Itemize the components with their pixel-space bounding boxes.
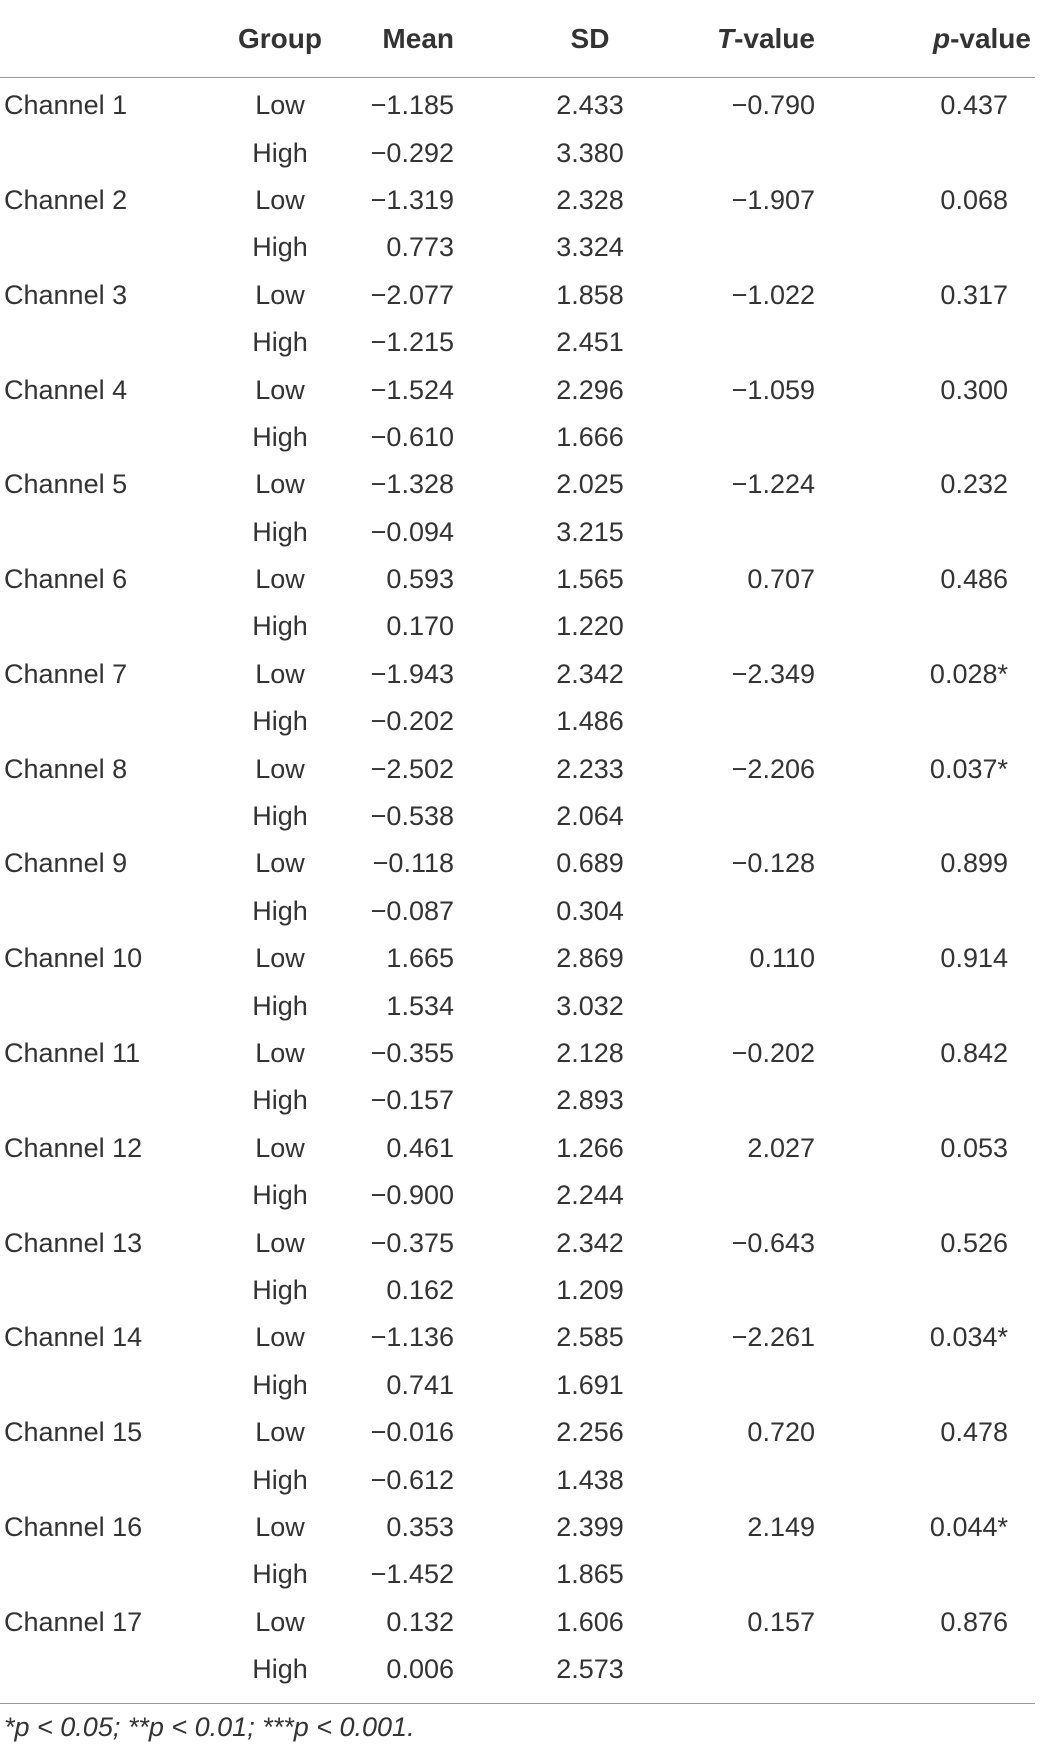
- sd-cell: 3.380: [556, 137, 624, 168]
- channel-label-empty: [0, 888, 200, 935]
- group-cell: Low: [255, 564, 305, 595]
- p-value-cell: [865, 1551, 1035, 1598]
- table-row: [0, 272, 1035, 319]
- channel-label: Channel 11: [4, 1038, 141, 1068]
- table-row: [0, 1267, 1035, 1314]
- group-cell: High: [252, 1085, 308, 1116]
- channel-label-empty: [0, 319, 200, 366]
- p-value-cell: [865, 319, 1035, 366]
- channel-label-empty: [0, 414, 200, 461]
- channel-label: Channel 12: [4, 1132, 143, 1163]
- header-p-rest: -value: [950, 22, 1031, 54]
- p-value-cell: [865, 224, 1035, 271]
- table-row: [0, 1125, 1035, 1172]
- mean-cell: −2.077: [370, 279, 454, 310]
- mean-cell: −1.524: [370, 374, 454, 405]
- channel-label-empty: [0, 603, 200, 650]
- sd-cell: 1.666: [556, 421, 624, 452]
- group-cell: High: [252, 327, 308, 358]
- group-cell: Low: [255, 1606, 305, 1637]
- group-cell: High: [252, 1369, 308, 1400]
- group-cell: Low: [255, 1417, 305, 1448]
- channel-label: Channel 16: [4, 1511, 143, 1542]
- p-value-cell: [865, 1172, 1035, 1219]
- group-cell: High: [252, 990, 308, 1021]
- group-cell: High: [252, 1654, 308, 1685]
- t-value-cell: −1.022: [731, 279, 815, 310]
- t-value-cell: [680, 888, 865, 935]
- table-row: [0, 1314, 1035, 1361]
- t-value-cell: −2.349: [731, 658, 815, 689]
- group-cell: High: [252, 801, 308, 832]
- mean-cell: 0.162: [386, 1274, 454, 1305]
- t-value-cell: [680, 982, 865, 1029]
- t-value-cell: −0.128: [731, 848, 815, 879]
- group-cell: Low: [255, 469, 305, 500]
- channel-label-empty: [0, 982, 200, 1029]
- mean-cell: −0.016: [370, 1417, 454, 1448]
- table-row: [0, 509, 1035, 556]
- table-row: [0, 1551, 1035, 1598]
- t-value-cell: 0.157: [747, 1606, 815, 1637]
- t-value-cell: [680, 603, 865, 650]
- table-row: [0, 78, 1035, 130]
- p-value-cell: 0.437: [940, 90, 1008, 121]
- mean-cell: −1.452: [370, 1559, 454, 1590]
- table-row: [0, 745, 1035, 792]
- t-value-cell: 0.110: [749, 943, 815, 974]
- sd-cell: 2.451: [556, 327, 624, 358]
- mean-cell: 0.132: [386, 1606, 454, 1637]
- group-cell: Low: [255, 658, 305, 689]
- p-value-cell: [865, 1267, 1035, 1314]
- mean-cell: −1.319: [370, 184, 454, 215]
- t-value-cell: −2.206: [731, 753, 815, 784]
- group-cell: Low: [255, 1227, 305, 1258]
- header-t-value: [680, 0, 865, 78]
- mean-cell: −0.612: [370, 1464, 454, 1495]
- p-value-cell: [865, 1077, 1035, 1124]
- p-value-cell: 0.899: [940, 848, 1008, 879]
- p-value-cell: [865, 129, 1035, 176]
- t-value-cell: 2.149: [747, 1511, 815, 1542]
- mean-cell: −0.292: [370, 137, 454, 168]
- mean-cell: −2.502: [370, 753, 454, 784]
- sd-cell: 2.585: [556, 1322, 624, 1353]
- channel-label-empty: [0, 129, 200, 176]
- group-cell: High: [252, 1274, 308, 1305]
- sd-cell: 1.565: [556, 564, 624, 595]
- mean-cell: −0.900: [370, 1180, 454, 1211]
- sd-cell: 2.893: [556, 1085, 624, 1116]
- mean-cell: −1.215: [370, 327, 454, 358]
- channel-label: Channel 2: [4, 184, 128, 215]
- table-row: [0, 1504, 1035, 1551]
- group-cell: Low: [255, 848, 305, 879]
- t-value-cell: −2.261: [731, 1322, 815, 1353]
- sd-cell: 1.438: [556, 1464, 624, 1495]
- mean-cell: −0.375: [370, 1227, 454, 1258]
- t-value-cell: −0.643: [731, 1227, 815, 1258]
- t-value-cell: −1.059: [731, 374, 815, 405]
- p-value-cell: [865, 603, 1035, 650]
- channel-label-empty: [0, 224, 200, 271]
- sd-cell: 1.691: [556, 1369, 624, 1400]
- p-value-cell: 0.300: [940, 374, 1008, 405]
- channel-label: Channel 8: [4, 753, 128, 784]
- table-row: [0, 556, 1035, 603]
- p-value-cell: 0.914: [940, 943, 1008, 974]
- group-cell: Low: [255, 1322, 305, 1353]
- mean-cell: −1.185: [370, 90, 454, 121]
- p-value-cell: 0.486: [940, 564, 1008, 595]
- sd-cell: 2.342: [556, 1227, 624, 1258]
- sd-cell: 2.296: [556, 374, 624, 405]
- channel-label: Channel 14: [4, 1322, 143, 1353]
- channel-label-empty: [0, 1646, 200, 1693]
- group-cell: Low: [255, 753, 305, 784]
- mean-cell: −1.136: [370, 1322, 454, 1353]
- channel-label-empty: [0, 793, 200, 840]
- table-row: [0, 1030, 1035, 1077]
- p-value-cell: [865, 888, 1035, 935]
- sd-cell: 2.064: [556, 801, 624, 832]
- group-cell: High: [252, 232, 308, 263]
- group-cell: Low: [255, 1511, 305, 1542]
- t-value-cell: −0.202: [731, 1038, 815, 1068]
- t-value-cell: [680, 1077, 865, 1124]
- channel-label: Channel 7: [4, 658, 128, 689]
- channel-label-empty: [0, 1456, 200, 1503]
- p-value-cell: 0.232: [940, 469, 1008, 500]
- group-cell: Low: [255, 184, 305, 215]
- sd-cell: 2.025: [556, 469, 624, 500]
- sd-cell: 2.433: [556, 90, 624, 121]
- t-value-cell: −1.224: [731, 469, 815, 500]
- table-row: [0, 319, 1035, 366]
- table-body: [0, 78, 1035, 1694]
- mean-cell: 0.006: [386, 1654, 454, 1685]
- channel-label: Channel 5: [4, 469, 128, 500]
- p-value-cell: 0.044*: [929, 1511, 1008, 1542]
- table-row: [0, 603, 1035, 650]
- table-row: [0, 1219, 1035, 1266]
- t-value-cell: [680, 414, 865, 461]
- t-value-cell: 2.027: [747, 1132, 815, 1163]
- t-value-cell: −0.790: [731, 90, 815, 121]
- t-value-cell: [680, 224, 865, 271]
- channel-label-empty: [0, 1077, 200, 1124]
- t-value-cell: −1.907: [731, 184, 815, 215]
- group-cell: High: [252, 895, 308, 926]
- table-row: [0, 129, 1035, 176]
- table-row: [0, 1456, 1035, 1503]
- p-value-cell: 0.034*: [929, 1322, 1008, 1353]
- group-cell: High: [252, 137, 308, 168]
- t-value-cell: [680, 1646, 865, 1693]
- sd-cell: 2.328: [556, 184, 624, 215]
- table-row: [0, 1172, 1035, 1219]
- table-row: [0, 651, 1035, 698]
- channel-label: Channel 10: [4, 943, 143, 974]
- table-row: [0, 1362, 1035, 1409]
- p-value-cell: 0.068: [940, 184, 1008, 215]
- header-group: Group: [200, 0, 360, 78]
- sd-cell: 1.865: [556, 1559, 624, 1590]
- table-row: [0, 982, 1035, 1029]
- sd-cell: 2.128: [556, 1038, 624, 1068]
- p-value-cell: 0.053: [940, 1132, 1008, 1163]
- t-value-cell: [680, 1172, 865, 1219]
- group-cell: High: [252, 706, 308, 737]
- group-cell: High: [252, 1559, 308, 1590]
- t-value-cell: 0.720: [747, 1417, 815, 1448]
- p-value-cell: [865, 698, 1035, 745]
- table-row: [0, 935, 1035, 982]
- sd-cell: 0.689: [556, 848, 624, 879]
- header-sd: SD: [510, 0, 680, 78]
- table-row: [0, 1077, 1035, 1124]
- table-row: [0, 366, 1035, 413]
- channel-label-empty: [0, 1172, 200, 1219]
- table-row: [0, 414, 1035, 461]
- channel-label: Channel 4: [4, 374, 128, 405]
- channel-label: Channel 17: [4, 1606, 143, 1637]
- p-value-cell: [865, 414, 1035, 461]
- table-row: [0, 461, 1035, 508]
- t-value-cell: [680, 1456, 865, 1503]
- channel-label-empty: [0, 509, 200, 556]
- mean-cell: 0.593: [386, 564, 454, 595]
- sd-cell: 1.606: [556, 1606, 624, 1637]
- group-cell: High: [252, 516, 308, 547]
- group-cell: High: [252, 421, 308, 452]
- mean-cell: −0.202: [370, 706, 454, 737]
- p-value-cell: 0.842: [940, 1038, 1008, 1068]
- sd-cell: 1.266: [556, 1132, 624, 1163]
- p-value-cell: [865, 1362, 1035, 1409]
- channel-label-empty: [0, 698, 200, 745]
- channel-label-empty: [0, 1362, 200, 1409]
- table-row: [0, 224, 1035, 271]
- table-header: [0, 0, 1035, 78]
- channel-label: Channel 9: [4, 848, 128, 879]
- table-row: [0, 840, 1035, 887]
- mean-cell: −0.118: [372, 848, 454, 879]
- sd-cell: 1.858: [556, 279, 624, 310]
- group-cell: Low: [255, 279, 305, 310]
- group-cell: Low: [255, 943, 305, 974]
- channel-label-empty: [0, 1551, 200, 1598]
- mean-cell: −0.087: [370, 895, 454, 926]
- p-value-cell: [865, 1456, 1035, 1503]
- header-row: [0, 0, 1035, 78]
- sd-cell: 1.486: [556, 706, 624, 737]
- p-value-cell: 0.876: [940, 1606, 1008, 1637]
- p-value-cell: [865, 793, 1035, 840]
- mean-cell: −1.943: [370, 658, 454, 689]
- footnote: *p < 0.05; **p < 0.01; ***p < 0.001.: [4, 1712, 415, 1742]
- p-value-cell: [865, 1646, 1035, 1693]
- p-value-cell: [865, 982, 1035, 1029]
- t-value-cell: [680, 698, 865, 745]
- sd-cell: 2.869: [556, 943, 624, 974]
- t-value-cell: 0.707: [747, 564, 815, 595]
- group-cell: Low: [255, 374, 305, 405]
- sd-cell: 1.209: [556, 1274, 624, 1305]
- mean-cell: −1.328: [370, 469, 454, 500]
- group-cell: Low: [255, 90, 305, 121]
- t-value-cell: [680, 129, 865, 176]
- table-row: [0, 793, 1035, 840]
- t-value-cell: [680, 509, 865, 556]
- table-row: [0, 1409, 1035, 1456]
- p-value-cell: 0.526: [940, 1227, 1008, 1258]
- mean-cell: 0.353: [386, 1511, 454, 1542]
- sd-cell: 2.399: [556, 1511, 624, 1542]
- mean-cell: 1.534: [386, 990, 454, 1021]
- mean-cell: 0.170: [386, 611, 454, 642]
- group-cell: High: [252, 1180, 308, 1211]
- bottom-rule: [0, 1703, 1035, 1704]
- mean-cell: −0.094: [370, 516, 454, 547]
- mean-cell: −0.355: [370, 1038, 454, 1068]
- p-value-cell: 0.317: [940, 279, 1008, 310]
- mean-cell: −0.157: [370, 1085, 454, 1116]
- group-cell: Low: [255, 1132, 305, 1163]
- header-t-italic: T: [716, 22, 735, 54]
- header-channel: [0, 0, 200, 78]
- mean-cell: 0.461: [386, 1132, 454, 1163]
- t-value-cell: [680, 319, 865, 366]
- p-value-cell: 0.037*: [929, 753, 1008, 784]
- table-row: [0, 888, 1035, 935]
- table-row: [0, 1646, 1035, 1693]
- sd-cell: 2.342: [556, 658, 624, 689]
- sd-cell: 3.215: [556, 516, 624, 547]
- p-value-cell: [865, 509, 1035, 556]
- sd-cell: 2.233: [556, 753, 624, 784]
- p-value-cell: 0.028*: [929, 658, 1008, 689]
- sd-cell: 2.573: [556, 1654, 624, 1685]
- sd-cell: 3.324: [556, 232, 624, 263]
- header-t-rest: -value: [734, 22, 815, 54]
- channel-label: Channel 15: [4, 1417, 143, 1448]
- sd-cell: 1.220: [556, 611, 624, 642]
- mean-cell: 1.665: [386, 943, 454, 974]
- p-value-cell: 0.478: [940, 1417, 1008, 1448]
- mean-cell: 0.773: [386, 232, 454, 263]
- channel-label: Channel 13: [4, 1227, 143, 1258]
- t-value-cell: [680, 1551, 865, 1598]
- group-cell: Low: [255, 1038, 305, 1068]
- header-p-italic: p: [932, 22, 951, 54]
- t-value-cell: [680, 1267, 865, 1314]
- t-value-cell: [680, 793, 865, 840]
- sd-cell: 3.032: [556, 990, 624, 1021]
- header-p-value: [865, 0, 1035, 78]
- table-row: [0, 698, 1035, 745]
- t-value-cell: [680, 1362, 865, 1409]
- table-row: [0, 177, 1035, 224]
- mean-cell: 0.741: [386, 1369, 454, 1400]
- table-row: [0, 1599, 1035, 1646]
- header-mean: Mean: [360, 0, 510, 78]
- mean-cell: −0.610: [370, 421, 454, 452]
- sd-cell: 2.256: [556, 1417, 624, 1448]
- channel-label: Channel 6: [4, 564, 128, 595]
- group-cell: High: [252, 1464, 308, 1495]
- mean-cell: −0.538: [370, 801, 454, 832]
- channel-label: Channel 3: [4, 279, 128, 310]
- channel-label-empty: [0, 1267, 200, 1314]
- sd-cell: 0.304: [556, 895, 624, 926]
- group-cell: High: [252, 611, 308, 642]
- channel-label: Channel 1: [4, 90, 128, 121]
- sd-cell: 2.244: [556, 1180, 624, 1211]
